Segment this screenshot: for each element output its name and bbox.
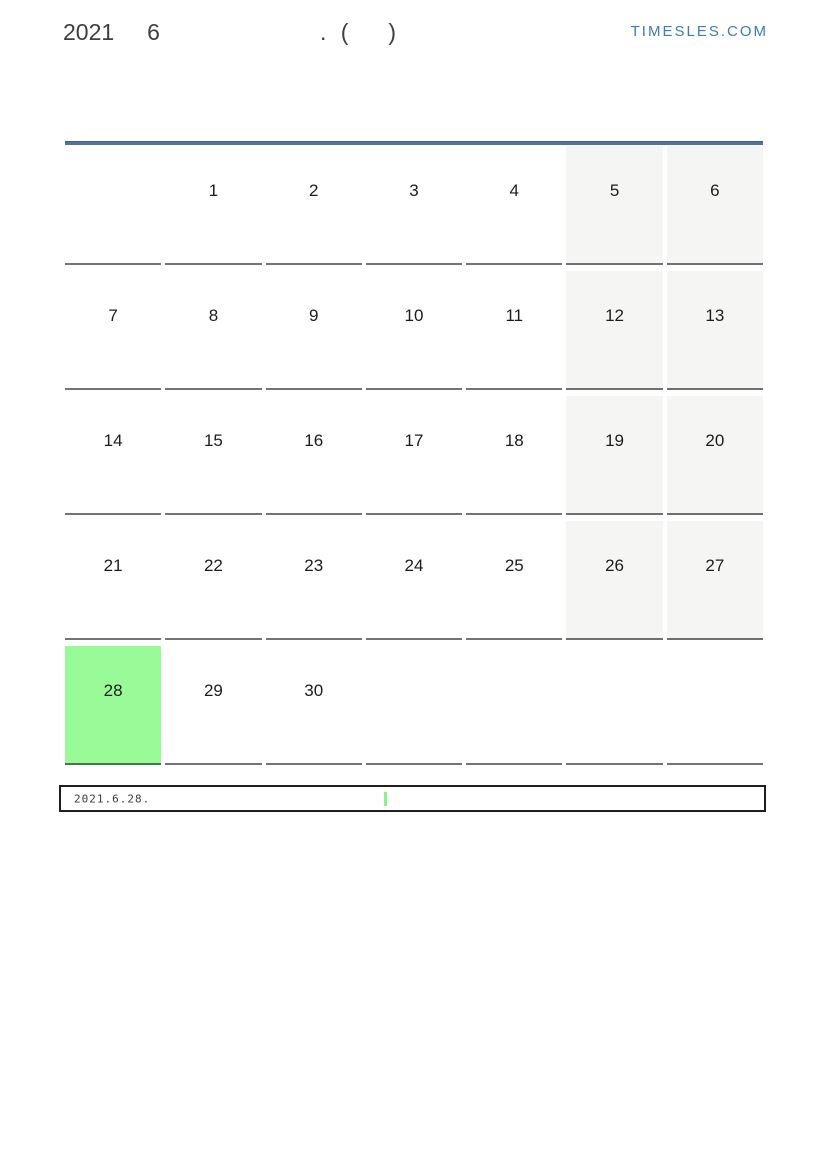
- day-cell-17: 17: [366, 396, 462, 515]
- day-cell-19: 19: [566, 396, 662, 515]
- day-cell-6: 6: [667, 146, 763, 265]
- footer-date: 2021.6.28.: [74, 792, 151, 805]
- day-cell-10: 10: [366, 271, 462, 390]
- calendar-top-divider: [65, 141, 763, 145]
- day-cell-11: 11: [466, 271, 562, 390]
- page-title: [63, 19, 396, 46]
- calendar-grid: [65, 146, 763, 765]
- day-cell-14: 14: [65, 396, 161, 515]
- day-cell-21: 21: [65, 521, 161, 640]
- day-cell-24: 24: [366, 521, 462, 640]
- title-punctuation-close: ): [388, 19, 397, 45]
- day-cell-16: 16: [266, 396, 362, 515]
- day-cell-8: 8: [165, 271, 261, 390]
- day-cell-27: 27: [667, 521, 763, 640]
- day-cell-30: 30: [266, 646, 362, 765]
- day-cell-4: 4: [466, 146, 562, 265]
- day-cell-29: 29: [165, 646, 261, 765]
- day-cell-15: 15: [165, 396, 261, 515]
- day-cell-20: 20: [667, 396, 763, 515]
- day-cell-25: 25: [466, 521, 562, 640]
- day-cell-3: 3: [366, 146, 462, 265]
- site-logo-link[interactable]: TIMESLES.COM: [630, 23, 768, 40]
- year-progress-marker: [384, 792, 387, 806]
- title-month: 6: [147, 19, 160, 45]
- day-cell-9: 9: [266, 271, 362, 390]
- empty-cell: [366, 646, 462, 765]
- title-punctuation-open: . (: [319, 19, 353, 45]
- empty-cell: [466, 646, 562, 765]
- day-cell-1: 1: [165, 146, 261, 265]
- day-cell-5: 5: [566, 146, 662, 265]
- day-cell-28: 28: [65, 646, 161, 765]
- day-cell-12: 12: [566, 271, 662, 390]
- day-cell-22: 22: [165, 521, 261, 640]
- day-cell-2: 2: [266, 146, 362, 265]
- footer-info-bar: [59, 785, 766, 812]
- empty-cell: [566, 646, 662, 765]
- title-year: 2021: [63, 19, 115, 45]
- empty-cell: [667, 646, 763, 765]
- day-cell-7: 7: [65, 271, 161, 390]
- day-cell-13: 13: [667, 271, 763, 390]
- day-cell-23: 23: [266, 521, 362, 640]
- day-cell-18: 18: [466, 396, 562, 515]
- empty-cell: [65, 146, 161, 265]
- day-cell-26: 26: [566, 521, 662, 640]
